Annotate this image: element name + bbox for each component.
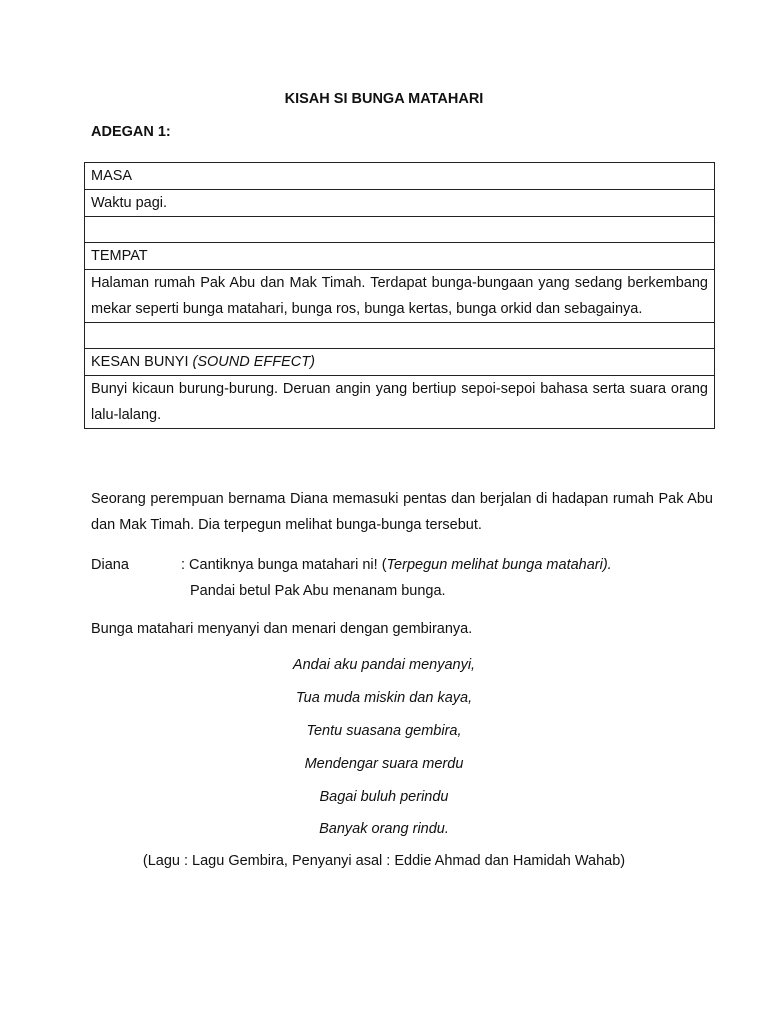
kesan-label-cell	[85, 349, 715, 376]
song-line: Tentu suasana gembira,	[306, 723, 462, 739]
dialogue-line-2: Pandai betul Pak Abu menanam bunga.	[190, 583, 446, 599]
scene-label: ADEGAN 1:	[91, 124, 171, 140]
table-row-kesan-value	[85, 376, 715, 429]
dialogue-line-1-text: : Cantiknya bunga matahari ni! (	[181, 557, 387, 573]
song-line: Andai aku pandai menyanyi,	[292, 657, 476, 673]
tempat-label: TEMPAT	[85, 243, 715, 270]
table-row-spacer	[85, 323, 715, 349]
song-line: Banyak orang rindu.	[319, 821, 449, 837]
dialogue-line-1	[181, 552, 612, 578]
table-row-tempat-label	[85, 243, 715, 270]
table-row-masa-value	[85, 190, 715, 217]
song-credit: (Lagu : Lagu Gembira, Penyanyi asal : Eddie Ahmad dan Hamidah Wahab)	[142, 853, 626, 869]
song-line: Mendengar suara merdu	[304, 756, 464, 772]
song-line: Tua muda miskin dan kaya,	[295, 690, 473, 706]
stage-direction: Terpegun melihat bunga matahari).	[386, 557, 612, 573]
table-spacer-cell	[85, 217, 715, 243]
scene-info-table	[84, 162, 715, 429]
table-row-tempat-value	[85, 270, 715, 323]
table-row-spacer	[85, 217, 715, 243]
song-line: Bagai buluh perindu	[319, 789, 449, 805]
masa-value: Waktu pagi.	[85, 190, 715, 217]
document-title: KISAH SI BUNGA MATAHARI	[284, 91, 484, 107]
table-spacer-cell	[85, 323, 715, 349]
kesan-label-en: (SOUND EFFECT)	[192, 354, 315, 370]
table-row-kesan-label	[85, 349, 715, 376]
speaker-name: Diana	[91, 557, 129, 573]
kesan-label: KESAN BUNYI	[91, 354, 189, 370]
masa-label: MASA	[85, 163, 715, 190]
narration-intro: Seorang perempuan bernama Diana memasuki pentas dan berjalan di hadapan rumah Pak Abu dan Mak Timah. Dia terpegun melihat bunga-bunga tersebut.	[91, 491, 713, 533]
narration-song-intro: Bunga matahari menyanyi dan menari dengan gembiranya.	[91, 621, 473, 637]
kesan-value: Bunyi kicaun burung-burung. Deruan angin yang bertiup sepoi-sepoi bahasa serta suara orang lalu-lalang.	[85, 376, 715, 429]
table-row-masa-label	[85, 163, 715, 190]
tempat-value: Halaman rumah Pak Abu dan Mak Timah. Terdapat bunga-bungaan yang sedang berkembang mekar seperti bunga matahari, bunga ros, bunga kertas, bunga orkid dan sebagainya.	[85, 270, 715, 323]
